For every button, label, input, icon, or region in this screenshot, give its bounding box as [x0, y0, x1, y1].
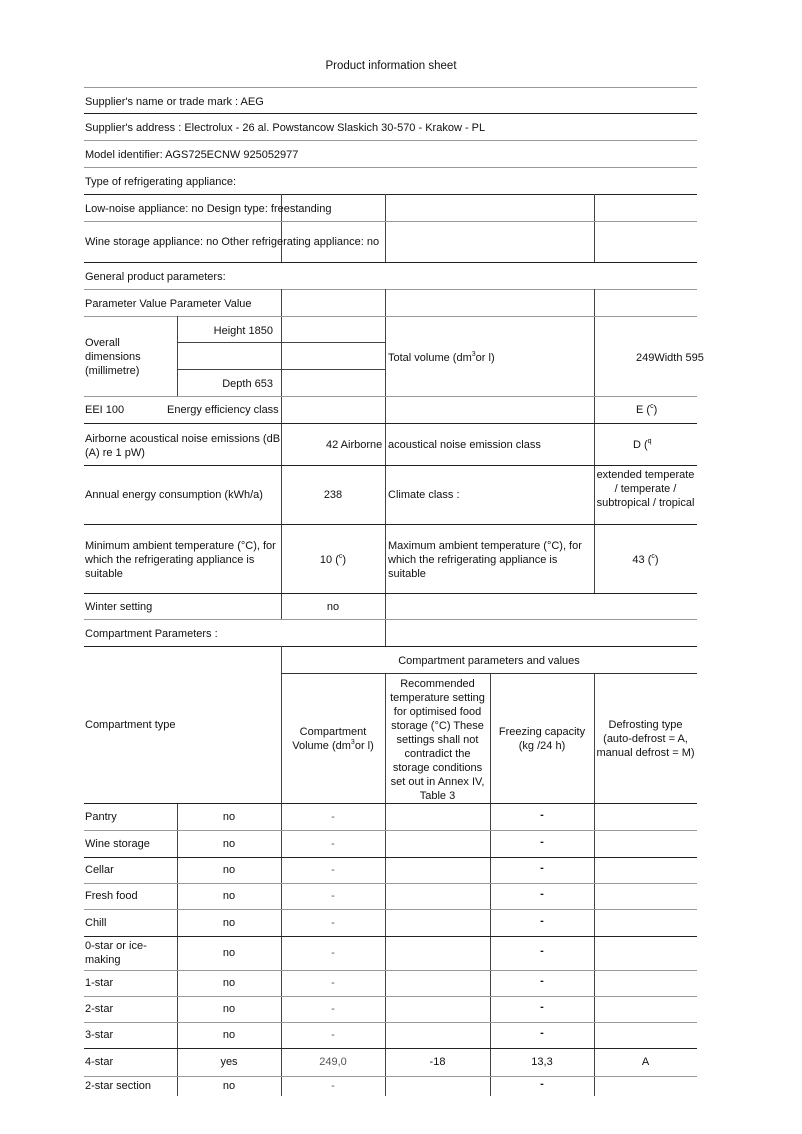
compartment-freezing-capacity: -: [540, 888, 544, 900]
divider: [84, 593, 697, 594]
compartment-type: Wine storage: [85, 837, 150, 850]
winter-setting-label: Winter setting: [85, 601, 153, 613]
compartment-type: 2-star: [85, 1003, 114, 1015]
defrost-type-header: Defrosting type (auto-defrost = A, manual defrost = M): [596, 719, 695, 759]
supplier-address: Supplier's address : Electrolux - 26 al. Powstancow Slaskich 30-570 - Krakow - PL: [85, 122, 486, 134]
supplier-name: Supplier's name or trade mark : AEG: [85, 96, 264, 108]
compartment-type: 2-star section: [85, 1080, 152, 1092]
compartment-heading: Compartment Parameters :: [85, 628, 218, 640]
climate-class-label: Climate class :: [388, 489, 460, 501]
divider: [84, 262, 697, 263]
header-text: or l): [354, 740, 374, 752]
height-value: Height 1850: [213, 325, 273, 337]
col-line: [594, 289, 595, 593]
compartment-volume: -: [331, 890, 335, 902]
compartment-freezing-capacity: -: [540, 975, 544, 987]
type-heading: Type of refrigerating appliance:: [85, 176, 237, 188]
freezing-capacity-header: Freezing capacity (kg /24 h): [498, 726, 586, 752]
climate-class-value: extended temperate / temperate / subtropical / tropical: [596, 469, 695, 509]
superscript: c: [651, 553, 655, 560]
max-ambient-value: [594, 553, 697, 567]
value-text: ): [342, 554, 347, 566]
divider: [84, 1048, 697, 1049]
superscript: 3: [350, 739, 355, 746]
divider: [84, 423, 697, 424]
compartment-type: Chill: [85, 916, 107, 929]
energy-consumption-value: 238: [323, 489, 343, 501]
divider: [84, 113, 697, 114]
compartment-volume: -: [331, 864, 335, 876]
value-text: D (: [633, 439, 648, 451]
divider: [84, 396, 697, 397]
compartment-volume: -: [331, 810, 335, 823]
compartment-freezing-capacity: -: [540, 808, 544, 821]
divider: [84, 909, 697, 910]
compartment-volume: 249,0: [319, 1056, 347, 1068]
superscript: 3: [471, 351, 476, 358]
compartment-type: 0-star or ice-making: [85, 940, 147, 966]
compartment-type: 1-star: [85, 977, 114, 989]
compartment-temperature: -18: [429, 1056, 446, 1068]
compartment-volume: -: [331, 1003, 335, 1015]
compartment-present: no: [222, 916, 236, 929]
max-ambient-label: Maximum ambient temperature (°C), for which the refrigerating appliance is suitable: [388, 540, 582, 580]
value-text: E (: [636, 404, 651, 416]
compartment-freezing-capacity: -: [540, 1001, 544, 1013]
superscript: q: [647, 438, 652, 445]
compartment-freezing-capacity: -: [540, 914, 544, 927]
compartment-present: no: [222, 837, 236, 850]
divider: [84, 803, 697, 804]
compartment-defrost-type: A: [641, 1056, 650, 1068]
winter-setting-value: no: [326, 601, 340, 613]
label-text: Total volume (dm: [388, 352, 472, 364]
compartment-type-header: Compartment type: [85, 719, 176, 731]
superscript: c: [338, 553, 343, 560]
general-heading: General product parameters:: [85, 271, 226, 283]
wine-storage-info: Wine storage appliance: no Other refrigerating appliance: no: [85, 236, 380, 248]
value-text: ): [653, 404, 658, 416]
total-volume-label: [388, 351, 495, 365]
param-header: Parameter Value Parameter Value: [85, 298, 252, 310]
divider: [84, 1022, 697, 1023]
divider: [84, 221, 697, 222]
divider: [84, 87, 697, 88]
compartment-volume: -: [331, 916, 335, 929]
eei-value: EEI 100: [85, 404, 125, 416]
low-noise-info: Low-noise appliance: no Design type: freestanding: [85, 203, 332, 215]
divider: [84, 619, 697, 620]
min-ambient-value: [281, 553, 385, 567]
value-text: 43 (: [632, 554, 652, 566]
divider: [177, 369, 385, 370]
compartment-freezing-capacity: 13,3: [531, 1056, 553, 1068]
compartment-group-header: Compartment parameters and values: [398, 655, 580, 667]
compartment-present: no: [222, 890, 236, 902]
compartment-present: no: [222, 810, 236, 823]
divider: [177, 342, 385, 343]
dimensions-label: Overall dimensions (millimetre): [85, 337, 141, 377]
energy-consumption-label: Annual energy consumption (kWh/a): [85, 489, 263, 501]
divider: [84, 316, 697, 317]
divider: [84, 1076, 697, 1077]
divider: [84, 936, 697, 937]
noise-value: 42 Airborne: [326, 439, 383, 451]
divider: [84, 194, 697, 195]
compartment-type: 4-star: [85, 1056, 114, 1068]
compartment-freezing-capacity: -: [540, 1078, 544, 1090]
compartment-freezing-capacity: -: [540, 945, 544, 957]
compartment-volume: -: [331, 1080, 335, 1092]
noise-class-value: [633, 438, 652, 452]
divider: [84, 996, 697, 997]
energy-class-value: [636, 403, 657, 417]
volume-header: [283, 725, 383, 753]
noise-label: Airborne acoustical noise emissions (dB (A) re 1 pW): [85, 433, 281, 459]
divider: [84, 970, 697, 971]
total-volume-value: 249Width 595: [636, 352, 704, 364]
superscript: c: [650, 403, 654, 410]
divider: [84, 465, 697, 466]
divider: [84, 289, 697, 290]
energy-class-label: Energy efficiency class: [167, 404, 279, 416]
depth-value: Depth 653: [222, 378, 273, 390]
divider: [84, 646, 697, 647]
col-line: [594, 194, 595, 262]
compartment-present: yes: [220, 1056, 238, 1068]
compartment-type: Cellar: [85, 864, 114, 876]
compartment-volume: -: [331, 947, 335, 959]
divider: [84, 140, 697, 141]
compartment-freezing-capacity: -: [540, 862, 544, 874]
min-ambient-label: Minimum ambient temperature (°C), for which the refrigerating appliance is suitable: [85, 540, 276, 580]
compartment-present: no: [222, 1003, 236, 1015]
value-text: ): [654, 554, 659, 566]
noise-class-label: acoustical noise emission class: [388, 439, 541, 451]
compartment-freezing-capacity: -: [540, 835, 544, 848]
value-text: 10 (: [319, 554, 339, 566]
compartment-present: no: [222, 1029, 236, 1041]
compartment-volume: -: [331, 977, 335, 989]
col-line: [281, 289, 282, 619]
compartment-present: no: [222, 1080, 236, 1092]
page-title: Product information sheet: [325, 60, 457, 72]
col-line: [385, 194, 386, 262]
header-text: Compartment Volume (dm: [292, 726, 367, 752]
compartment-type: 3-star: [85, 1029, 114, 1041]
temperature-header: Recommended temperature setting for optimised food storage (°C) These settings shall not contradict the storage conditions set out in Annex IV, Table 3: [390, 678, 485, 802]
compartment-freezing-capacity: -: [540, 1027, 544, 1039]
compartment-type: Pantry: [85, 810, 117, 823]
divider: [84, 167, 697, 168]
compartment-volume: -: [331, 1029, 335, 1041]
compartment-present: no: [222, 864, 236, 876]
compartment-type: Fresh food: [85, 890, 138, 902]
compartment-present: no: [222, 947, 236, 959]
divider: [84, 857, 697, 858]
divider: [84, 830, 697, 831]
model-identifier: Model identifier: AGS725ECNW 925052977: [85, 149, 299, 161]
compartment-present: no: [222, 977, 236, 989]
label-text: or l): [475, 352, 495, 364]
divider: [281, 673, 697, 674]
divider: [84, 524, 697, 525]
divider: [84, 883, 697, 884]
compartment-volume: -: [331, 837, 335, 850]
